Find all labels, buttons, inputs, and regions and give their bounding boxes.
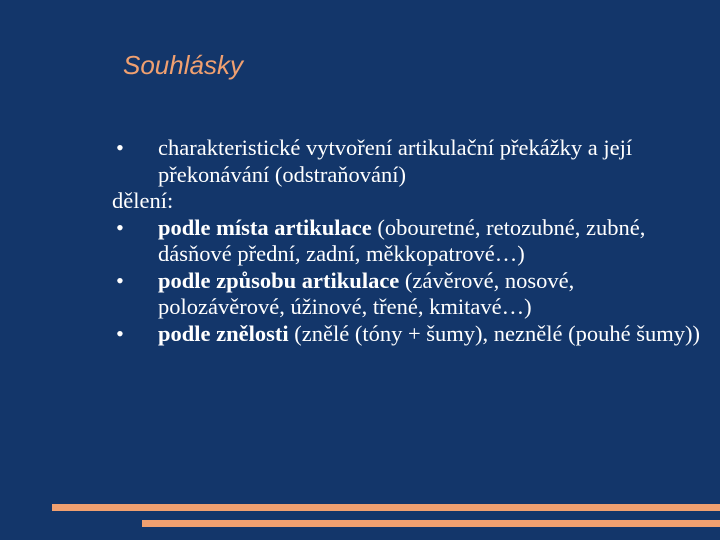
slide-content: [112, 135, 706, 347]
bullet-marker: •: [116, 135, 124, 160]
zpusob-heading: podle způsobu artikulace: [158, 267, 400, 293]
misto-heading: podle místa artikulace: [158, 214, 372, 240]
znelost-text: (znělé (tóny + šumy), neznělé (pouhé šumy)): [288, 320, 700, 346]
bullet-marker: •: [116, 267, 124, 293]
list-item-zpusob: [116, 268, 706, 321]
section-label-deleni: dělení:: [112, 188, 174, 213]
bullet-marker: •: [116, 214, 124, 240]
bullet-marker: •: [116, 320, 124, 346]
list-item-znelost: [116, 321, 706, 348]
zpusob-text: (závěrové, nosové, polozávěrové, úžinové, třené, kmitavé…): [158, 267, 575, 319]
slide-title: Souhlásky: [123, 50, 243, 80]
decorative-bar-top: [52, 504, 720, 511]
misto-text: (obouretné, retozubné, zubné, dásňové přední, zadní, měkkopatrové…): [158, 214, 646, 266]
znelost-heading: podle znělosti: [158, 320, 289, 346]
list-item-misto: [116, 215, 706, 268]
list-item-definition: [116, 135, 706, 188]
definition-text: charakteristické vytvoření artikulační překážky a její překonávání (odstraňování): [158, 135, 633, 187]
decorative-bar-bottom: [142, 520, 720, 527]
